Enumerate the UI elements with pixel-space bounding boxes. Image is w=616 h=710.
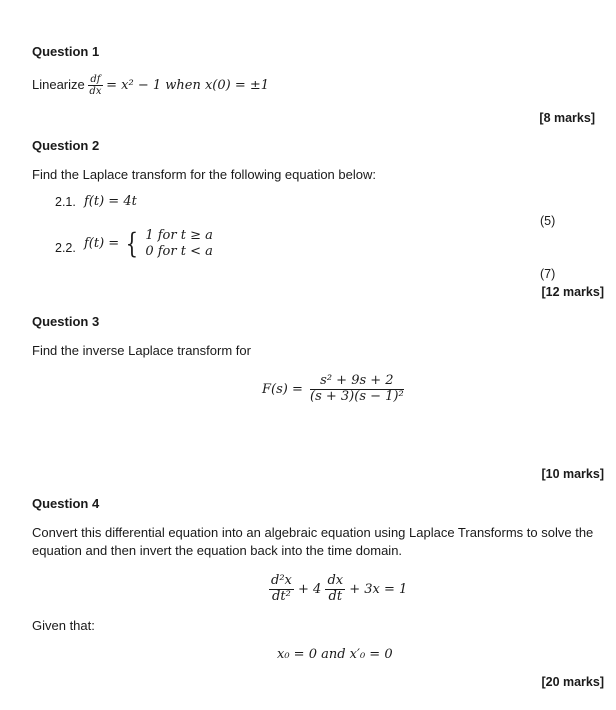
question-4-differential-equation [269, 570, 407, 610]
item-2-1-label: 2.1. [55, 195, 76, 209]
question-2-prompt: Find the Laplace transform for the following equation below: [32, 167, 376, 182]
question-3-prompt: Find the inverse Laplace transform for [32, 343, 251, 358]
question-4-prompt-line-2: equation and then invert the equation back into the time domain. [32, 543, 403, 558]
piecewise-case-2: 0 for t < a [145, 243, 213, 259]
question-3-marks: [10 marks] [541, 467, 604, 481]
second-derivative-fraction [269, 574, 294, 605]
equation-lhs: F(s) = [262, 382, 303, 397]
item-2-1-expression: f(t) = 4t [84, 194, 137, 209]
fraction-denominator: dt [328, 589, 343, 604]
question-1-equation [32, 70, 269, 101]
question-2-heading: Question 2 [32, 138, 100, 153]
piecewise-case-1: 1 for t ≥ a [145, 227, 213, 243]
fraction-denominator: dt² [272, 589, 291, 604]
fraction-denominator: dx [89, 86, 102, 98]
question-1-lead: Linearize [32, 77, 85, 92]
question-1-heading: Question 1 [32, 44, 100, 59]
question-4-prompt-line-1: Convert this differential equation into an algebraic equation using Laplace Transforms to solve the [32, 525, 594, 540]
fraction-numerator: d²x [271, 573, 292, 589]
given-label: Given that: [32, 618, 95, 633]
equation-tail: + 3x = 1 [349, 582, 408, 597]
first-derivative-fraction [325, 574, 345, 605]
df-dx-fraction [88, 74, 102, 98]
question-3-heading: Question 3 [32, 314, 100, 329]
left-brace-icon: { [126, 226, 139, 260]
question-1-marks: [8 marks] [539, 111, 595, 125]
question-4-heading: Question 4 [32, 496, 100, 511]
item-2-2-piecewise [84, 227, 213, 261]
question-3-equation [262, 370, 404, 410]
question-4-marks: [20 marks] [541, 675, 604, 689]
fraction-numerator: dx [327, 573, 344, 589]
fraction-numerator: df [90, 73, 101, 85]
question-1-expression: = x² − 1 when x(0) = ±1 [106, 78, 270, 93]
fraction-numerator: s² + 9s + 2 [310, 374, 404, 390]
item-2-2-marks: (7) [540, 267, 556, 281]
piecewise-cases [145, 228, 213, 260]
laplace-fraction [310, 374, 404, 405]
initial-conditions: x₀ = 0 and x′₀ = 0 [277, 647, 393, 662]
item-2-2-label: 2.2. [55, 241, 76, 255]
fraction-denominator: (s + 3)(s − 1)² [310, 389, 404, 404]
question-2-total-marks: [12 marks] [541, 285, 604, 299]
item-2-1-marks: (5) [540, 214, 556, 228]
piecewise-lhs: f(t) = [84, 236, 120, 251]
equation-middle: + 4 [298, 582, 322, 597]
